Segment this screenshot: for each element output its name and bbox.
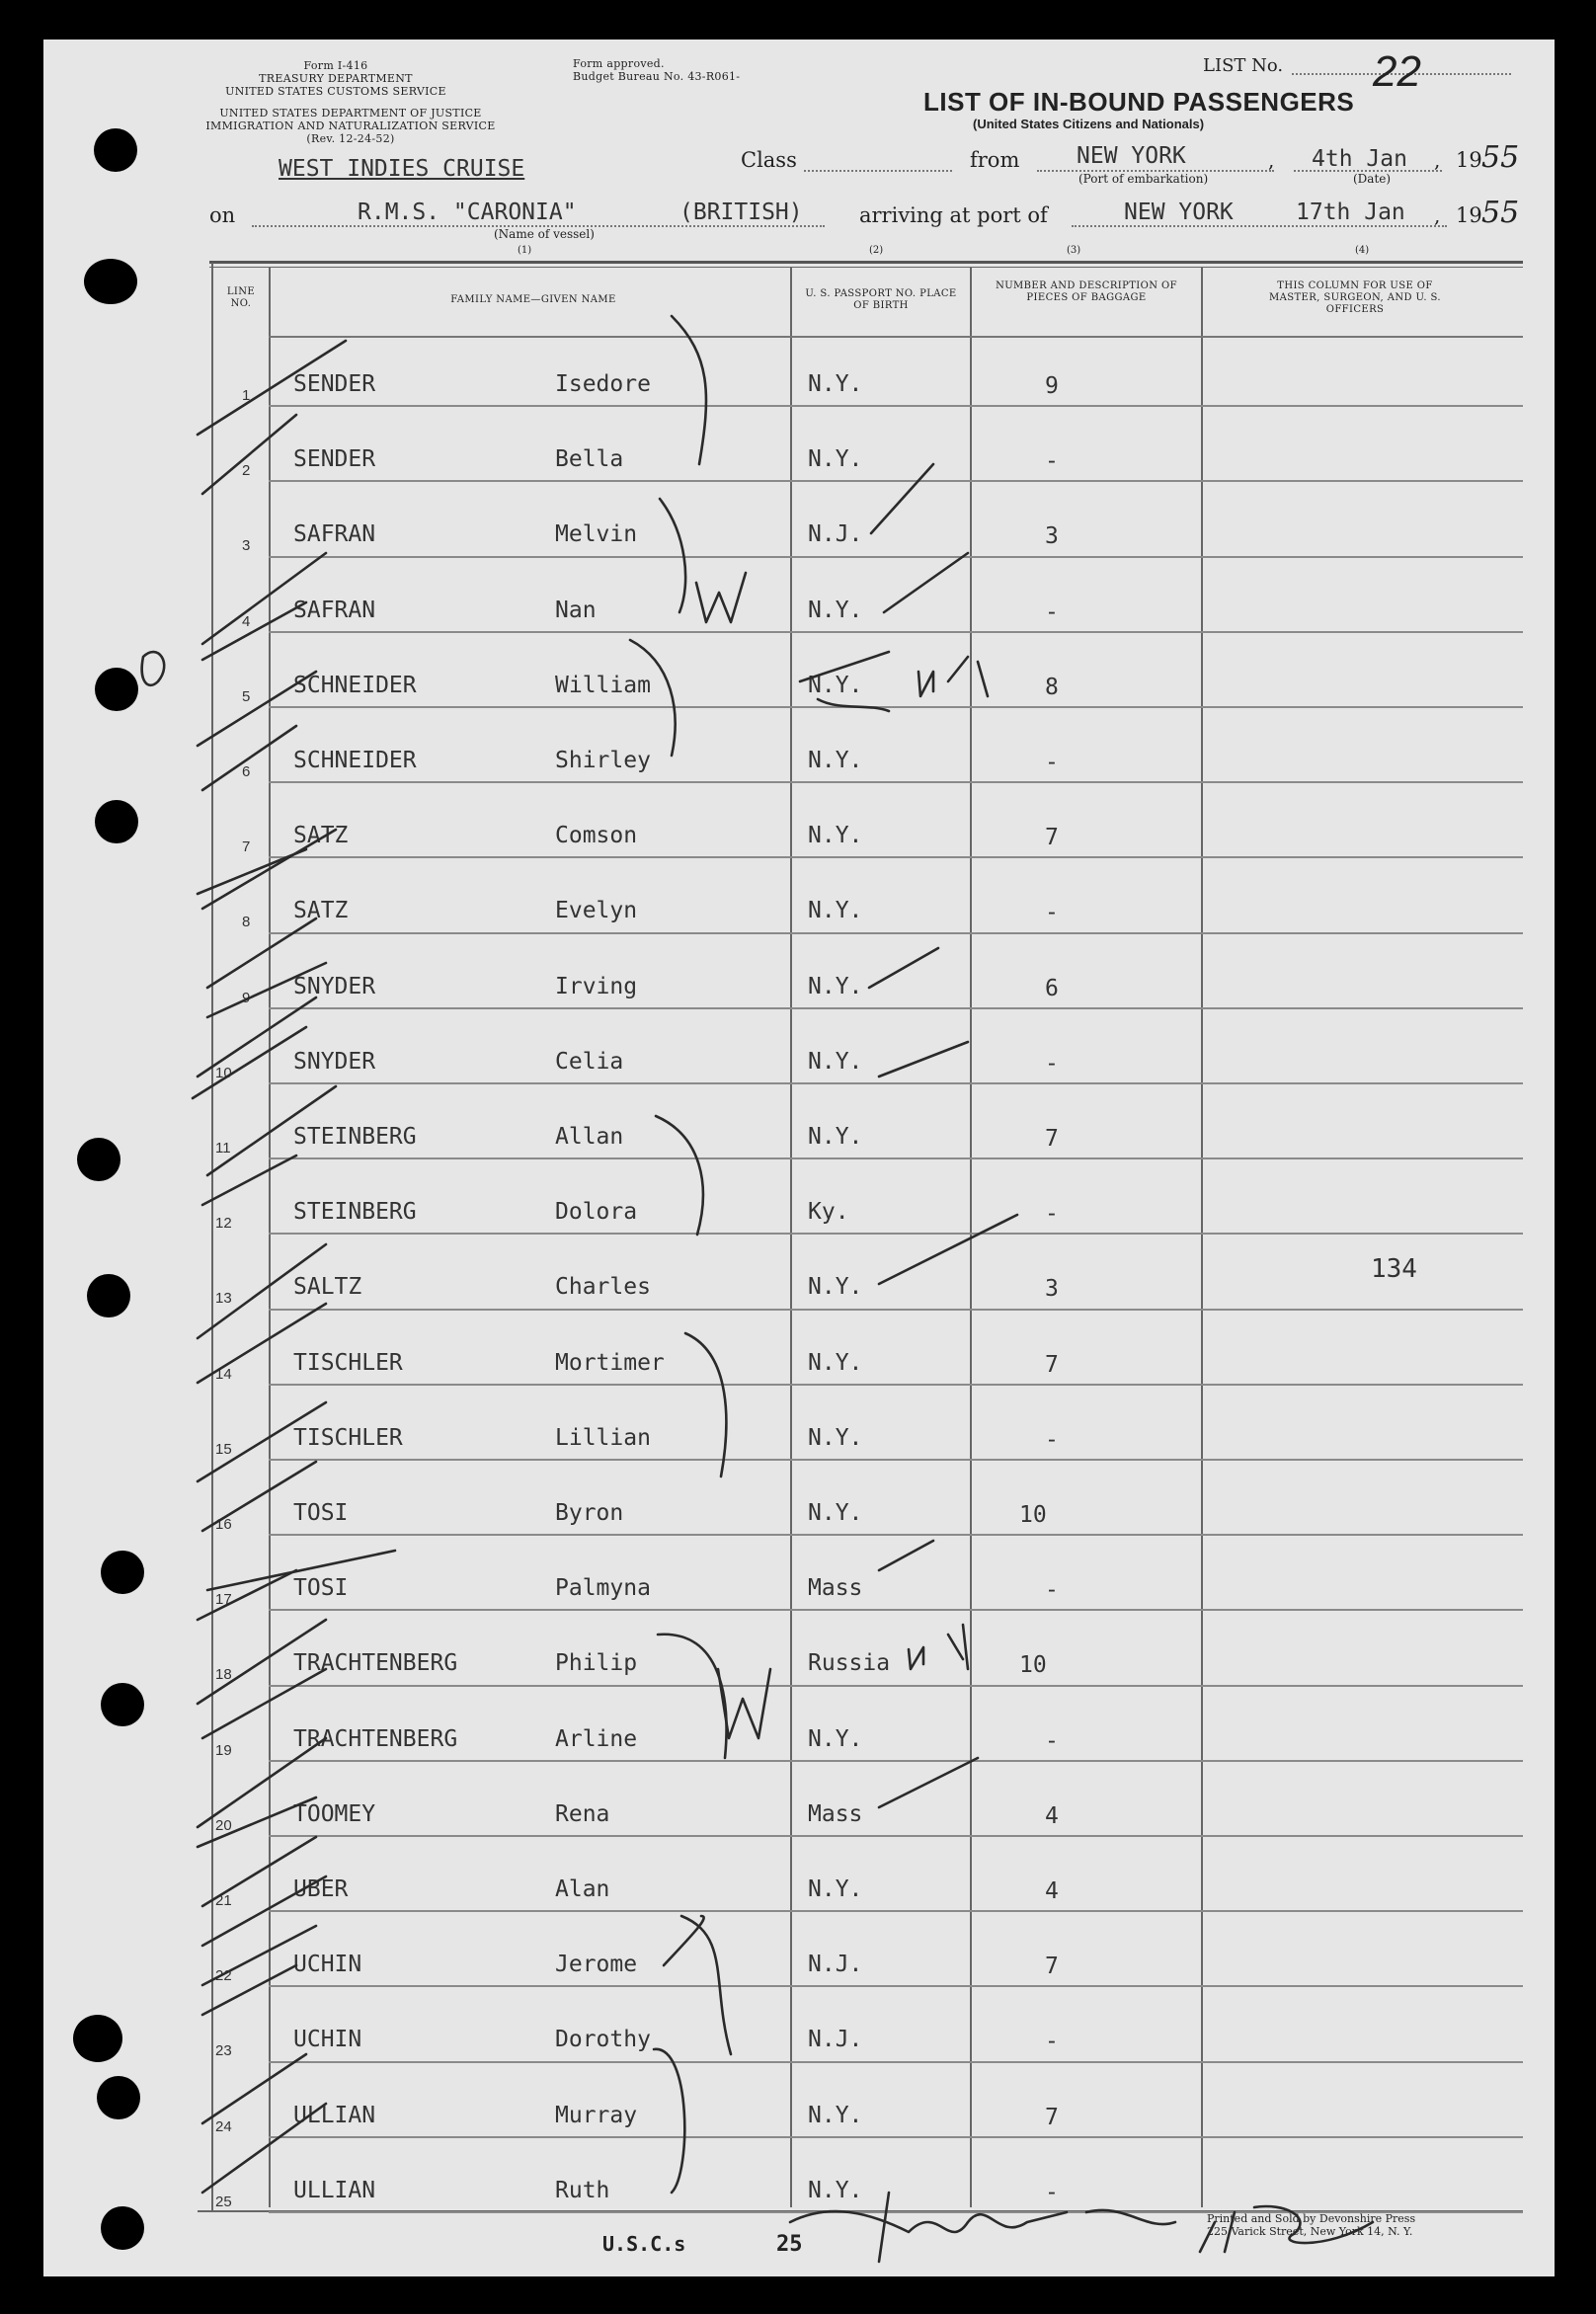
line-number: 21 bbox=[215, 1892, 232, 1909]
place-of-birth: N.Y. bbox=[808, 2102, 863, 2128]
ins-line: IMMIGRATION AND NATURALIZATION SERVICE bbox=[205, 120, 496, 132]
comma: , bbox=[1434, 148, 1441, 172]
given-name: Isedore bbox=[555, 371, 651, 397]
baggage-count: 7 bbox=[1045, 2104, 1059, 2130]
family-name: UCHIN bbox=[293, 2027, 362, 2053]
baggage-count: - bbox=[1045, 1201, 1059, 1228]
place-of-birth: N.Y. bbox=[808, 973, 863, 999]
family-name: SATZ bbox=[293, 823, 349, 849]
line-number: 24 bbox=[215, 2117, 232, 2135]
place-of-birth: Mass bbox=[808, 1575, 863, 1602]
family-name: SCHNEIDER bbox=[293, 748, 417, 773]
arrival-year: 55 bbox=[1481, 196, 1520, 230]
baggage-count: 3 bbox=[1045, 1276, 1059, 1303]
family-name: UBER bbox=[293, 1876, 349, 1902]
place-of-birth: Mass bbox=[808, 1800, 863, 1827]
line-number: 15 bbox=[215, 1440, 232, 1458]
document-subtitle: (United States Citizens and Nationals) bbox=[973, 117, 1205, 131]
given-name: Dolora bbox=[555, 1199, 638, 1226]
col-index-1: (1) bbox=[518, 245, 532, 256]
family-name: SNYDER bbox=[293, 973, 376, 999]
place-of-birth: N.Y. bbox=[808, 597, 863, 623]
approval-line2: Budget Bureau No. 43-R061- bbox=[573, 70, 741, 83]
place-of-birth: N.Y. bbox=[808, 823, 863, 849]
place-of-birth: N.Y. bbox=[808, 1876, 863, 1902]
baggage-count: - bbox=[1045, 1727, 1059, 1754]
given-name: Rena bbox=[555, 1800, 610, 1827]
given-name: Arline bbox=[555, 1725, 638, 1752]
baggage-count: 3 bbox=[1045, 523, 1059, 550]
line-number: 3 bbox=[242, 537, 251, 555]
place-of-birth: N.Y. bbox=[808, 748, 863, 773]
given-name: Byron bbox=[555, 1500, 624, 1526]
family-name: STEINBERG bbox=[293, 1124, 417, 1150]
col-index-4: (4) bbox=[1355, 245, 1370, 256]
place-of-birth: N.Y. bbox=[808, 1124, 863, 1150]
baggage-count: 4 bbox=[1045, 1878, 1059, 1904]
comma: , bbox=[1268, 148, 1275, 172]
given-name: Ruth bbox=[555, 2177, 610, 2203]
place-of-birth: N.Y. bbox=[808, 898, 863, 924]
doj-line: UNITED STATES DEPARTMENT OF JUSTICE bbox=[219, 107, 482, 120]
place-of-birth: N.Y. bbox=[808, 371, 863, 397]
family-name: SALTZ bbox=[293, 1274, 362, 1301]
revision-line: (Rev. 12-24-52) bbox=[306, 132, 395, 145]
baggage-count: 7 bbox=[1045, 1954, 1059, 1980]
line-number: 22 bbox=[215, 1967, 232, 1985]
line-number: 10 bbox=[215, 1064, 232, 1081]
place-of-birth: N.Y. bbox=[808, 1424, 863, 1451]
place-of-birth: N.J. bbox=[808, 2027, 863, 2053]
family-name: TOOMEY bbox=[293, 1800, 376, 1827]
family-name: SCHNEIDER bbox=[293, 672, 417, 698]
baggage-count: - bbox=[1045, 2029, 1059, 2055]
family-name: SENDER bbox=[293, 371, 376, 397]
from-label: from bbox=[970, 148, 1020, 172]
given-name: Irving bbox=[555, 973, 638, 999]
class-label: Class bbox=[741, 148, 797, 172]
vessel-nationality: (BRITISH) bbox=[679, 199, 803, 225]
place-of-birth: N.J. bbox=[808, 1952, 863, 1978]
baggage-count: 10 bbox=[1019, 1652, 1047, 1679]
line-number: 6 bbox=[242, 763, 251, 780]
line-number: 14 bbox=[215, 1365, 232, 1383]
line-number: 13 bbox=[215, 1290, 232, 1308]
year-prefix: 19 bbox=[1456, 148, 1482, 172]
place-of-birth: N.Y. bbox=[808, 1048, 863, 1075]
place-of-birth: Russia bbox=[808, 1650, 891, 1677]
line-number: 25 bbox=[215, 2193, 232, 2210]
treasury-dept: TREASURY DEPARTMENT bbox=[259, 72, 413, 85]
line-number: 17 bbox=[215, 1591, 232, 1609]
printer-line2: 225 Varick Street, New York 14, N. Y. bbox=[1207, 2225, 1413, 2238]
place-of-birth: N.Y. bbox=[808, 446, 863, 473]
given-name: Murray bbox=[555, 2102, 638, 2128]
approval-line1: Form approved. bbox=[573, 57, 665, 70]
baggage-count: - bbox=[1045, 900, 1059, 926]
officer-stamp-number: 134 bbox=[1371, 1254, 1417, 1284]
family-name: TRACHTENBERG bbox=[293, 1725, 458, 1752]
given-name: Alan bbox=[555, 1876, 610, 1902]
col-header-passport: U. S. PASSPORT NO. PLACE OF BIRTH bbox=[805, 288, 957, 311]
family-name: ULLIAN bbox=[293, 2102, 376, 2128]
vessel-caption: (Name of vessel) bbox=[494, 227, 595, 241]
col-header-name: FAMILY NAME—GIVEN NAME bbox=[450, 294, 616, 305]
line-number: 7 bbox=[242, 838, 251, 856]
baggage-count: - bbox=[1045, 2179, 1059, 2205]
family-name: UCHIN bbox=[293, 1952, 362, 1978]
place-of-birth: N.Y. bbox=[808, 1725, 863, 1752]
document-title: LIST OF IN-BOUND PASSENGERS bbox=[923, 87, 1355, 117]
col-header-baggage: NUMBER AND DESCRIPTION OF PIECES OF BAGGAGE bbox=[996, 280, 1177, 303]
given-name: Palmyna bbox=[555, 1575, 651, 1602]
baggage-count: - bbox=[1045, 1577, 1059, 1604]
family-name: SATZ bbox=[293, 898, 349, 924]
place-of-birth: N.Y. bbox=[808, 1274, 863, 1301]
comma: , bbox=[1434, 203, 1441, 227]
vessel-name: R.M.S. "CARONIA" bbox=[358, 199, 577, 225]
given-name: Nan bbox=[555, 597, 597, 623]
baggage-count: 6 bbox=[1045, 975, 1059, 1001]
given-name: Charles bbox=[555, 1274, 651, 1301]
given-name: Jerome bbox=[555, 1952, 638, 1978]
list-no-label: LIST No. bbox=[1203, 55, 1284, 76]
given-name: Philip bbox=[555, 1650, 638, 1677]
place-of-birth: Ky. bbox=[808, 1199, 849, 1226]
baggage-count: - bbox=[1045, 448, 1059, 475]
on-label: on bbox=[209, 203, 236, 227]
family-name: SAFRAN bbox=[293, 521, 376, 548]
uscs-label: U.S.C.s bbox=[602, 2232, 686, 2256]
family-name: SAFRAN bbox=[293, 597, 376, 623]
col-index-2: (2) bbox=[869, 245, 884, 256]
line-number: 4 bbox=[242, 612, 251, 630]
line-number: 1 bbox=[242, 387, 251, 404]
given-name: Bella bbox=[555, 446, 624, 473]
baggage-count: - bbox=[1045, 750, 1059, 775]
place-of-birth: N.Y. bbox=[808, 1500, 863, 1526]
date-caption: (Date) bbox=[1353, 172, 1392, 186]
line-number: 8 bbox=[242, 914, 251, 931]
baggage-count: 7 bbox=[1045, 825, 1059, 851]
given-name: Lillian bbox=[555, 1424, 651, 1451]
line-number: 9 bbox=[242, 989, 251, 1006]
given-name: Dorothy bbox=[555, 2027, 651, 2053]
baggage-count: 9 bbox=[1045, 373, 1059, 399]
cruise-name: WEST INDIES CRUISE bbox=[279, 156, 525, 182]
year-prefix-arrival: 19 bbox=[1456, 203, 1482, 227]
line-number: 12 bbox=[215, 1215, 232, 1233]
given-name: Shirley bbox=[555, 748, 651, 773]
place-of-birth: N.Y. bbox=[808, 2177, 863, 2203]
family-name: ULLIAN bbox=[293, 2177, 376, 2203]
family-name: STEINBERG bbox=[293, 1199, 417, 1226]
given-name: Evelyn bbox=[555, 898, 638, 924]
baggage-count: 7 bbox=[1045, 1351, 1059, 1378]
family-name: TRACHTENBERG bbox=[293, 1650, 458, 1677]
col-index-3: (3) bbox=[1067, 245, 1081, 256]
baggage-count: - bbox=[1045, 1050, 1059, 1077]
family-name: TISCHLER bbox=[293, 1424, 403, 1451]
arrival-date: 17th Jan bbox=[1296, 199, 1405, 225]
port-of-embarkation: NEW YORK bbox=[1077, 143, 1186, 169]
line-number: 19 bbox=[215, 1741, 232, 1759]
baggage-count: 10 bbox=[1019, 1502, 1047, 1528]
port-embark-caption: (Port of embarkation) bbox=[1078, 172, 1209, 186]
baggage-count: - bbox=[1045, 1426, 1059, 1453]
line-number: 20 bbox=[215, 1816, 232, 1834]
line-number: 23 bbox=[215, 2042, 232, 2060]
passenger-count: 25 bbox=[776, 2232, 803, 2257]
line-number: 16 bbox=[215, 1516, 232, 1533]
family-name: TOSI bbox=[293, 1575, 349, 1602]
baggage-count: 7 bbox=[1045, 1126, 1059, 1152]
baggage-count: - bbox=[1045, 598, 1059, 625]
given-name: Allan bbox=[555, 1124, 624, 1150]
place-of-birth: N.Y. bbox=[808, 672, 863, 698]
baggage-count: 4 bbox=[1045, 1802, 1059, 1829]
given-name: Melvin bbox=[555, 521, 638, 548]
form-number: Form I-416 bbox=[303, 59, 368, 72]
given-name: Comson bbox=[555, 823, 638, 849]
family-name: TOSI bbox=[293, 1500, 349, 1526]
line-number: 2 bbox=[242, 462, 251, 480]
line-number: 5 bbox=[242, 687, 251, 705]
given-name: William bbox=[555, 672, 651, 698]
list-number: 22 bbox=[1373, 47, 1421, 96]
given-name: Mortimer bbox=[555, 1349, 665, 1376]
line-number: 11 bbox=[215, 1140, 231, 1157]
col-header-line-no: LINE NO. bbox=[226, 286, 256, 309]
printer-line1: Printed and Sold by Devonshire Press bbox=[1207, 2212, 1416, 2225]
departure-year: 55 bbox=[1481, 140, 1520, 175]
family-name: SNYDER bbox=[293, 1048, 376, 1075]
given-name: Celia bbox=[555, 1048, 624, 1075]
departure-date: 4th Jan bbox=[1312, 146, 1407, 172]
place-of-birth: N.J. bbox=[808, 521, 863, 548]
line-number: 18 bbox=[215, 1666, 232, 1684]
family-name: SENDER bbox=[293, 446, 376, 473]
arriving-label: arriving at port of bbox=[859, 203, 1048, 227]
col-header-officers: THIS COLUMN FOR USE OF MASTER, SURGEON, AND U. S. OFFICERS bbox=[1268, 280, 1442, 315]
place-of-birth: N.Y. bbox=[808, 1349, 863, 1376]
customs-service: UNITED STATES CUSTOMS SERVICE bbox=[225, 85, 446, 98]
family-name: TISCHLER bbox=[293, 1349, 403, 1376]
port-of-arrival: NEW YORK bbox=[1124, 199, 1234, 225]
baggage-count: 8 bbox=[1045, 674, 1059, 700]
